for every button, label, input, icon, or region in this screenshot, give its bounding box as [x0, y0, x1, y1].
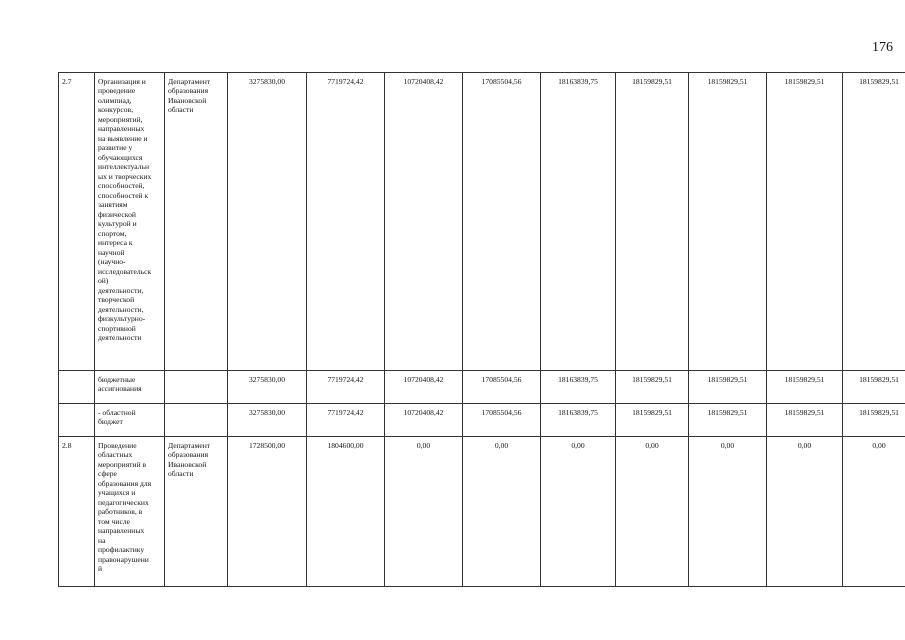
row-value-year-3: 10720408,42	[385, 73, 463, 371]
row-value-year-6: 0,00	[616, 437, 689, 587]
row-value-year-9: 18159829,51	[843, 371, 905, 404]
row-value-year-5: 18163839,75	[541, 73, 616, 371]
row-value-year-8: 0,00	[767, 437, 843, 587]
row-value-year-5: 0,00	[541, 437, 616, 587]
table-row	[59, 404, 905, 437]
row-value-year-9: 18159829,51	[843, 404, 905, 437]
row-value-year-2: 7719724,42	[307, 371, 385, 404]
table-row	[59, 73, 905, 371]
row-value-year-7: 18159829,51	[689, 371, 767, 404]
row-value-year-1: 3275830,00	[228, 73, 307, 371]
row-value-year-1: 3275830,00	[228, 371, 307, 404]
row-value-year-4: 17085504,56	[463, 404, 541, 437]
table-body	[59, 73, 905, 587]
row-value-year-3: 10720408,42	[385, 404, 463, 437]
row-value-year-5: 18163839,75	[541, 371, 616, 404]
row-value-year-2: 1804600,00	[307, 437, 385, 587]
row-code	[59, 371, 95, 404]
row-executor: Департамент образования Ивановской области	[165, 437, 228, 587]
row-value-year-6: 18159829,51	[616, 404, 689, 437]
row-value-year-9: 18159829,51	[843, 73, 905, 371]
row-value-year-4: 17085504,56	[463, 73, 541, 371]
row-value-year-7: 18159829,51	[689, 73, 767, 371]
row-value-year-9: 0,00	[843, 437, 905, 587]
row-value-year-1: 3275830,00	[228, 404, 307, 437]
row-value-year-5: 18163839,75	[541, 404, 616, 437]
row-name: Организация и проведение олимпиад, конкурсов, мероприятий, направленных на выявление и развитие у обучающихся интеллектуальн ых и творческих способностей, способностей к занятиям физической культурой и спортом, интереса к научной (научно- исследовательск ой) деятельности, творческой деятельности, физкультурно- спортивной деятельности	[95, 73, 165, 371]
row-executor: Департамент образования Ивановской области	[165, 73, 228, 371]
row-value-year-4: 0,00	[463, 437, 541, 587]
row-value-year-8: 18159829,51	[767, 371, 843, 404]
row-value-year-8: 18159829,51	[767, 404, 843, 437]
table-row	[59, 437, 905, 587]
row-code: 2.8	[59, 437, 95, 587]
row-value-year-3: 10720408,42	[385, 371, 463, 404]
page-number: 176	[872, 40, 893, 55]
row-code	[59, 404, 95, 437]
row-value-year-6: 18159829,51	[616, 73, 689, 371]
row-name: бюджетные ассигнования	[95, 371, 165, 404]
row-name: - областной бюджет	[95, 404, 165, 437]
row-executor	[165, 371, 228, 404]
row-value-year-7: 0,00	[689, 437, 767, 587]
row-code: 2.7	[59, 73, 95, 371]
row-value-year-8: 18159829,51	[767, 73, 843, 371]
row-value-year-2: 7719724,42	[307, 404, 385, 437]
row-value-year-2: 7719724,42	[307, 73, 385, 371]
table-row	[59, 371, 905, 404]
budget-table	[58, 72, 905, 587]
row-value-year-6: 18159829,51	[616, 371, 689, 404]
row-name: Проведение областных мероприятий в сфере образования для учащихся и педагогических работников, в том числе направленных на профилактику правонарушени й	[95, 437, 165, 587]
row-value-year-7: 18159829,51	[689, 404, 767, 437]
row-value-year-3: 0,00	[385, 437, 463, 587]
row-value-year-4: 17085504,56	[463, 371, 541, 404]
row-value-year-1: 1728500,00	[228, 437, 307, 587]
row-executor	[165, 404, 228, 437]
